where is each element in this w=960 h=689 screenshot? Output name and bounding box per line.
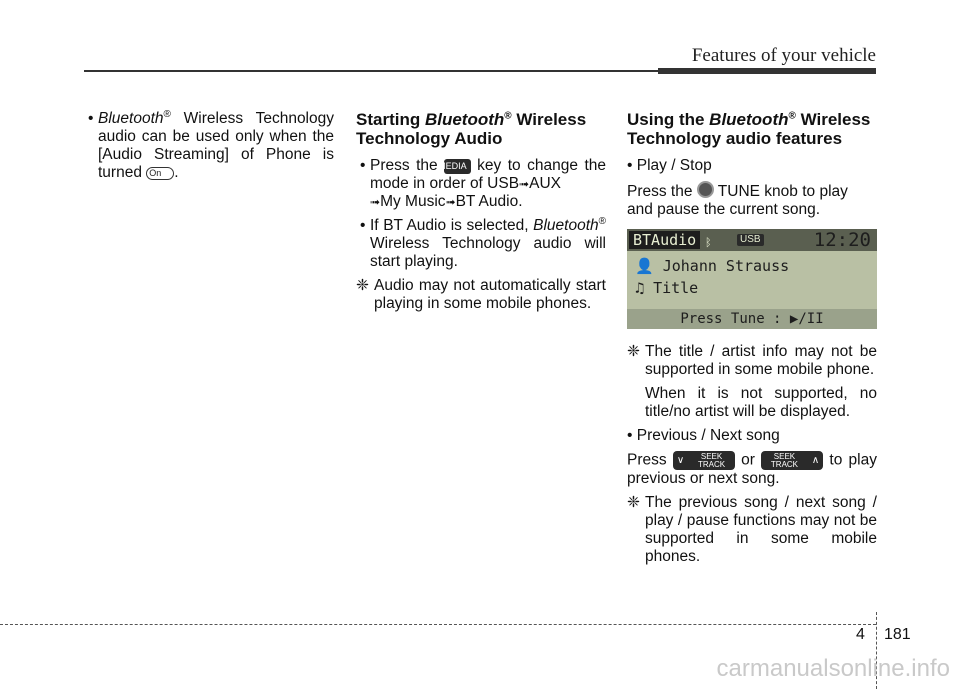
header-bar	[658, 68, 876, 74]
heading-using-bt-audio: Using the Bluetooth® Wireless Technology audio features	[627, 110, 871, 148]
note-title-artist: ❈ The title / artist info may not be supported in some mobile phone.	[627, 343, 877, 378]
on-key: On	[146, 167, 174, 180]
watermark: carmanualsonline.info	[716, 655, 950, 682]
bt-audio-screen	[627, 229, 877, 329]
para-seek: Press ∨ SEEK TRACK or SEEK TRACK ∧ to play previous or next song.	[627, 451, 877, 487]
column-1	[84, 110, 334, 188]
column-3	[627, 110, 877, 572]
media-key: MEDIA	[444, 159, 471, 174]
screen-usb-badge: USB	[737, 234, 764, 246]
bullet-bt-selected: • If BT Audio is selected, Bluetooth® Wireless Technology audio will start playing.	[360, 215, 606, 270]
note-autoplay: ❈ Audio may not automatically start playing in some mobile phones.	[356, 277, 606, 312]
bullet-media-key: • Press the MEDIA key to change the mode in order of USB➟AUX ➟My Music➟BT Audio.	[360, 157, 606, 210]
seek-track-up-key: SEEK TRACK ∧	[761, 451, 823, 470]
section-title: Features of your vehicle	[691, 45, 876, 66]
note-title-artist-sub: When it is not supported, no title/no artist will be displayed.	[645, 385, 877, 420]
note-mark-icon: ❈	[627, 343, 640, 360]
bullet-play-stop: • Play / Stop	[627, 157, 712, 174]
person-icon: 👤	[635, 257, 654, 275]
chevron-up-icon: ∧	[811, 454, 820, 466]
note-mark-icon: ❈	[627, 494, 640, 511]
screen-clock: 12:20	[813, 229, 871, 251]
bullet-audio-streaming: • Bluetooth® Wireless Technology audio can be used only when the [Audio Streaming] of Phone is turned On .	[88, 108, 334, 181]
screen-footer-hint: Press Tune : ▶/II	[627, 309, 877, 329]
screen-artist-row: 👤 Johann Strauss	[635, 257, 790, 275]
screen-mode-label: BTAudio	[629, 231, 700, 249]
note-prev-next: ❈ The previous song / next song / play / pause functions may not be supported in some mobile phones.	[627, 494, 877, 565]
arrow-icon: ➟	[445, 195, 456, 209]
bluetooth-icon: ᛒ	[705, 237, 712, 249]
heading-starting-bt-audio: Starting Bluetooth® Wireless Technology Audio	[356, 110, 587, 148]
bullet-prev-next: • Previous / Next song	[627, 427, 780, 444]
tune-knob-icon	[697, 181, 714, 198]
column-2	[356, 110, 606, 319]
page-number: 181	[884, 626, 911, 643]
arrow-icon: ➟	[370, 195, 381, 209]
screen-title-row: ♫ Title	[635, 279, 699, 297]
bullet-dot: •	[88, 110, 94, 127]
note-mark-icon: ❈	[356, 277, 369, 294]
chevron-down-icon: ∨	[676, 454, 685, 466]
seek-track-down-key: ∨ SEEK TRACK	[673, 451, 735, 470]
arrow-icon: ➟	[519, 177, 530, 191]
music-note-icon: ♫	[635, 279, 645, 297]
para-tune-knob: Press the TUNE knob to play and pause the current song.	[627, 183, 848, 218]
footer-rule	[0, 624, 876, 625]
chapter-number: 4	[856, 626, 865, 643]
